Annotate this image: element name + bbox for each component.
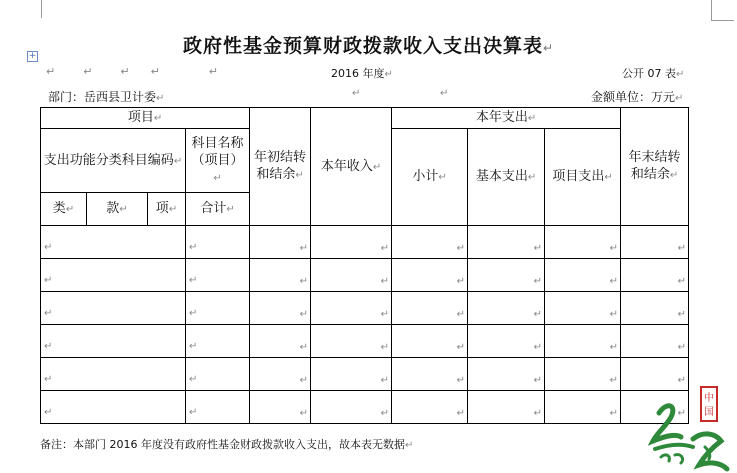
table-cell[interactable] — [186, 325, 250, 358]
paragraph-mark-icon: ↵ — [189, 242, 198, 253]
logo-calligraphy-seal — [641, 383, 737, 473]
paragraph-mark-icon: ↵ — [533, 408, 543, 419]
table-cell[interactable] — [545, 292, 621, 325]
stamp-char-guo: 国 — [704, 407, 714, 418]
table-cell[interactable] — [621, 259, 689, 292]
table-cell[interactable] — [545, 259, 621, 292]
paragraph-mark-icon: ↵ — [299, 342, 309, 353]
table-cell[interactable] — [468, 259, 545, 292]
table-cell[interactable] — [41, 259, 186, 292]
table-cell[interactable] — [311, 226, 392, 259]
header-subject-name: 科目名称（项目）↵ — [186, 129, 250, 193]
paragraph-mark-icon: ↵ — [299, 276, 309, 287]
paragraph-mark-icon: ↵ — [189, 341, 198, 352]
budget-table — [40, 107, 689, 424]
paragraph-mark-icon: ↵ ↵ ↵ ↵ ↵ — [46, 65, 218, 78]
paragraph-mark-icon: ↵ — [299, 408, 309, 419]
header-project-expense: 项目支出↵ — [545, 129, 621, 226]
department-row — [0, 88, 737, 104]
table-cell[interactable] — [250, 358, 311, 391]
paragraph-mark-icon: ↵ — [456, 375, 466, 386]
table-cell[interactable] — [545, 226, 621, 259]
stamp-char-zhong: 中 — [704, 393, 714, 404]
header-kuan: 款↵ — [87, 193, 148, 226]
paragraph-mark-icon: ↵ — [456, 408, 466, 419]
document-title — [0, 31, 737, 58]
table-cell[interactable] — [468, 358, 545, 391]
table-cell[interactable] — [311, 391, 392, 424]
table-cell[interactable] — [186, 226, 250, 259]
table-cell[interactable] — [621, 226, 689, 259]
paragraph-mark-icon: ↵ — [609, 408, 619, 419]
table-cell[interactable] — [311, 292, 392, 325]
paragraph-mark-icon: ↵ — [609, 375, 619, 386]
table-cell[interactable] — [250, 292, 311, 325]
table-cell[interactable] — [392, 292, 468, 325]
red-stamp-icon — [701, 387, 717, 421]
table-cell[interactable] — [41, 358, 186, 391]
paragraph-mark-icon: ↵ — [44, 407, 53, 418]
table-cell[interactable] — [41, 292, 186, 325]
table-cell[interactable] — [621, 325, 689, 358]
paragraph-mark-icon: ↵ — [380, 342, 390, 353]
title-text: 政府性基金预算财政拨款收入支出决算表 — [182, 35, 543, 57]
paragraph-mark-icon: ↵ — [44, 341, 53, 352]
paragraph-mark-icon: ↵ — [677, 342, 687, 353]
table-row — [41, 325, 689, 358]
paragraph-mark-icon: ↵ — [677, 375, 687, 386]
paragraph-mark-icon: ↵ — [189, 308, 198, 319]
paragraph-mark-icon: ↵ — [533, 375, 543, 386]
form-code: 公开 07 表↵ — [622, 67, 685, 80]
paragraph-mark-icon: ↵ — [44, 275, 53, 286]
table-cell[interactable] — [41, 226, 186, 259]
table-cell[interactable] — [186, 259, 250, 292]
currency-unit: 金额单位：万元↵ — [591, 90, 684, 104]
table-cell[interactable] — [545, 358, 621, 391]
table-cell[interactable] — [392, 358, 468, 391]
paragraph-mark-icon: ↵ — [677, 243, 687, 254]
paragraph-mark-icon: ↵ — [533, 243, 543, 254]
header-basic-expense: 基本支出↵ — [468, 129, 545, 226]
table-cell[interactable] — [621, 292, 689, 325]
table-cell[interactable] — [545, 391, 621, 424]
paragraph-mark-icon: ↵ — [189, 275, 198, 286]
paragraph-mark-icon: ↵ — [299, 309, 309, 320]
header-income: 本年收入↵ — [311, 108, 392, 226]
table-move-handle-icon[interactable]: + — [28, 51, 37, 61]
table-body — [41, 226, 689, 424]
table-cell[interactable] — [468, 391, 545, 424]
table-cell[interactable] — [41, 325, 186, 358]
table-cell[interactable] — [545, 325, 621, 358]
table-cell[interactable] — [392, 226, 468, 259]
paragraph-mark-icon: ↵ — [440, 88, 449, 99]
paragraph-mark-icon: ↵ — [456, 309, 466, 320]
page-corner-top-left — [0, 0, 42, 18]
paragraph-mark-icon: ↵ — [380, 309, 390, 320]
table-row — [41, 226, 689, 259]
header-expense-group: 本年支出↵ — [392, 108, 621, 129]
department-label: 部门：岳西县卫计委↵ — [48, 90, 165, 104]
paragraph-mark-icon: ↵ — [456, 276, 466, 287]
table-cell[interactable] — [250, 259, 311, 292]
paragraph-mark-icon: ↵ — [533, 276, 543, 287]
paragraph-mark-icon: ↵ — [677, 408, 687, 419]
paragraph-mark-icon: ↵ — [44, 308, 53, 319]
table-row — [41, 358, 689, 391]
paragraph-mark-icon: ↵ — [299, 375, 309, 386]
table-cell[interactable] — [250, 226, 311, 259]
paragraph-mark-icon: ↵ — [380, 243, 390, 254]
table-cell[interactable] — [311, 358, 392, 391]
paragraph-mark-icon: ↵ — [189, 407, 198, 418]
paragraph-mark-icon: ↵ — [677, 276, 687, 287]
paragraph-mark-icon: ↵ — [44, 374, 53, 385]
paragraph-mark-icon: ↵ — [542, 41, 555, 55]
paragraph-mark-icon: ↵ — [456, 243, 466, 254]
header-begin-balance: 年初结转和结余↵ — [250, 108, 311, 226]
paragraph-mark-icon: ↵ — [44, 242, 53, 253]
paragraph-mark-icon: ↵ — [533, 309, 543, 320]
paragraph-mark-icon: ↵ — [609, 243, 619, 254]
table-cell[interactable] — [392, 259, 468, 292]
table-cell[interactable] — [186, 358, 250, 391]
calligraphy-brush-icon — [653, 406, 727, 469]
table-cell[interactable] — [311, 259, 392, 292]
table-row — [41, 391, 689, 424]
fiscal-year: 2016 年度↵ — [331, 67, 393, 80]
table-cell[interactable] — [392, 391, 468, 424]
paragraph-mark-icon: ↵ — [380, 375, 390, 386]
header-func-code: 支出功能分类科目编码↵ — [41, 129, 186, 193]
paragraph-mark-icon: ↵ — [380, 276, 390, 287]
header-xiang: 项↵ — [148, 193, 186, 226]
paragraph-mark-icon: ↵ — [456, 342, 466, 353]
paragraph-mark-icon: ↵ — [609, 342, 619, 353]
paragraph-mark-icon: ↵ — [609, 309, 619, 320]
paragraph-mark-icon: ↵ — [609, 276, 619, 287]
table-cell[interactable] — [468, 292, 545, 325]
table-cell[interactable] — [468, 226, 545, 259]
header-class: 类↵ — [41, 193, 87, 226]
header-end-balance: 年末结转和结余↵ — [621, 108, 689, 226]
table-cell[interactable] — [392, 325, 468, 358]
table-cell[interactable] — [468, 325, 545, 358]
header-subtotal: 小计↵ — [392, 129, 468, 226]
paragraph-mark-icon: ↵ — [533, 342, 543, 353]
table-cell[interactable] — [311, 325, 392, 358]
table-cell[interactable] — [250, 325, 311, 358]
table-row — [41, 292, 689, 325]
paragraph-mark-icon: ↵ — [299, 243, 309, 254]
paragraph-mark-icon: ↵ — [380, 408, 390, 419]
table-cell[interactable] — [250, 391, 311, 424]
page-corner-top-right — [711, 0, 734, 21]
footer-note: 备注：本部门 2016 年度没有政府性基金财政拨款收入支出，故本表无数据↵ — [40, 438, 414, 451]
paragraph-mark-icon: ↵ — [352, 88, 361, 99]
table-row — [41, 259, 689, 292]
year-row — [0, 65, 737, 81]
paragraph-mark-icon: ↵ — [677, 309, 687, 320]
paragraph-mark-icon: ↵ — [189, 374, 198, 385]
table-cell[interactable] — [186, 391, 250, 424]
header-project: 项目↵ — [41, 108, 250, 129]
table-cell[interactable] — [186, 292, 250, 325]
table-cell[interactable] — [41, 391, 186, 424]
header-total: 合计↵ — [186, 193, 250, 226]
